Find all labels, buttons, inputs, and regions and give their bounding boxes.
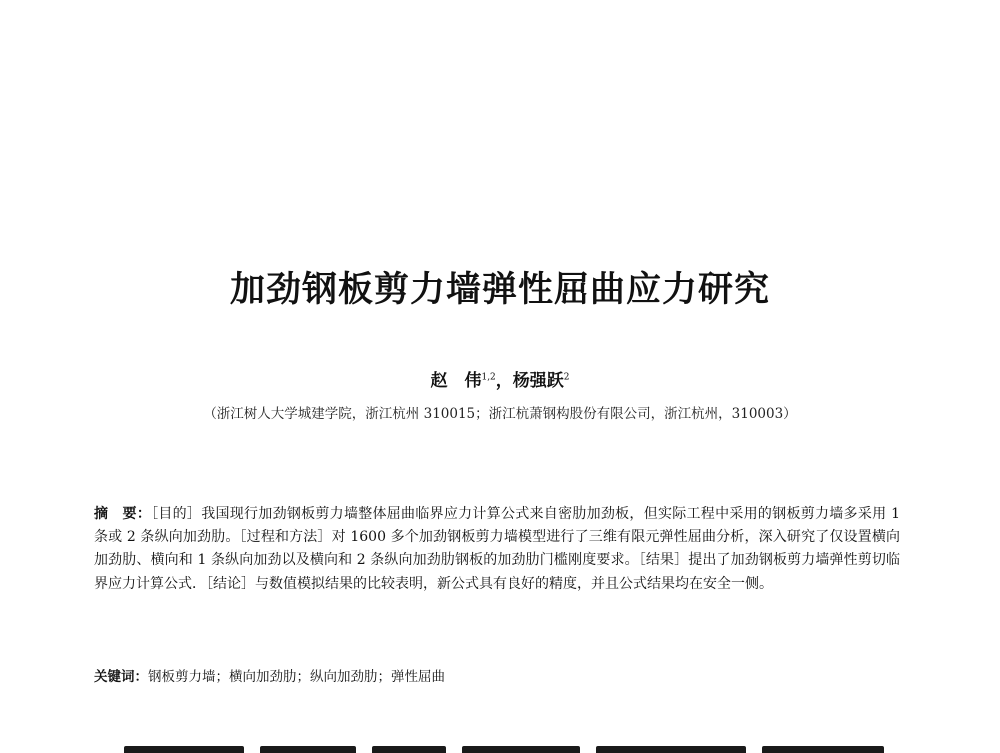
abstract-label: 摘 要： — [94, 506, 152, 522]
keywords-text: 钢板剪力墙；横向加劲肋；纵向加劲肋；弹性屈曲 — [148, 669, 445, 685]
author-affiliation-mark: 1,2 — [481, 372, 496, 383]
affiliation: （浙江树人大学城建学院，浙江杭州 310015；浙江杭萧钢构股份有限公司，浙江杭州，310003） — [203, 406, 797, 422]
keywords-label: 关键词： — [94, 669, 148, 685]
author-name: 赵 伟 — [430, 371, 482, 391]
english-title-cutoff — [124, 744, 884, 753]
author-line — [0, 366, 1000, 391]
abstract — [94, 503, 900, 596]
paper-title: 加劲钢板剪力墙弹性屈曲应力研究 — [229, 270, 770, 310]
author-separator: ， — [495, 371, 513, 391]
keywords — [94, 665, 900, 685]
author-name: 杨强跃 — [512, 371, 564, 391]
abstract-text: ［目的］我国现行加劲钢板剪力墙整体屈曲临界应力计算公式来自密肋加劲板，但实际工程中采用的钢板剪力墙多采用 1 条或 2 条纵向加劲肋。［过程和方法］对 1600 多个加劲钢板剪力墙模型进行了三维有限元弹性屈曲分析，深入研究了仅设置横向加劲肋、横向和 1 条纵向加劲以及横向和 2 条纵向加劲肋钢板的加劲肋门槛刚度要求。［结果］提出了加劲钢板剪力墙弹性剪切临界应力计算公式．［结论］与数值模拟结果的比较表明，新公式具有良好的精度，并且公式结果均在安全一侧。 — [94, 506, 901, 592]
author-affiliation-mark: 2 — [563, 372, 570, 383]
